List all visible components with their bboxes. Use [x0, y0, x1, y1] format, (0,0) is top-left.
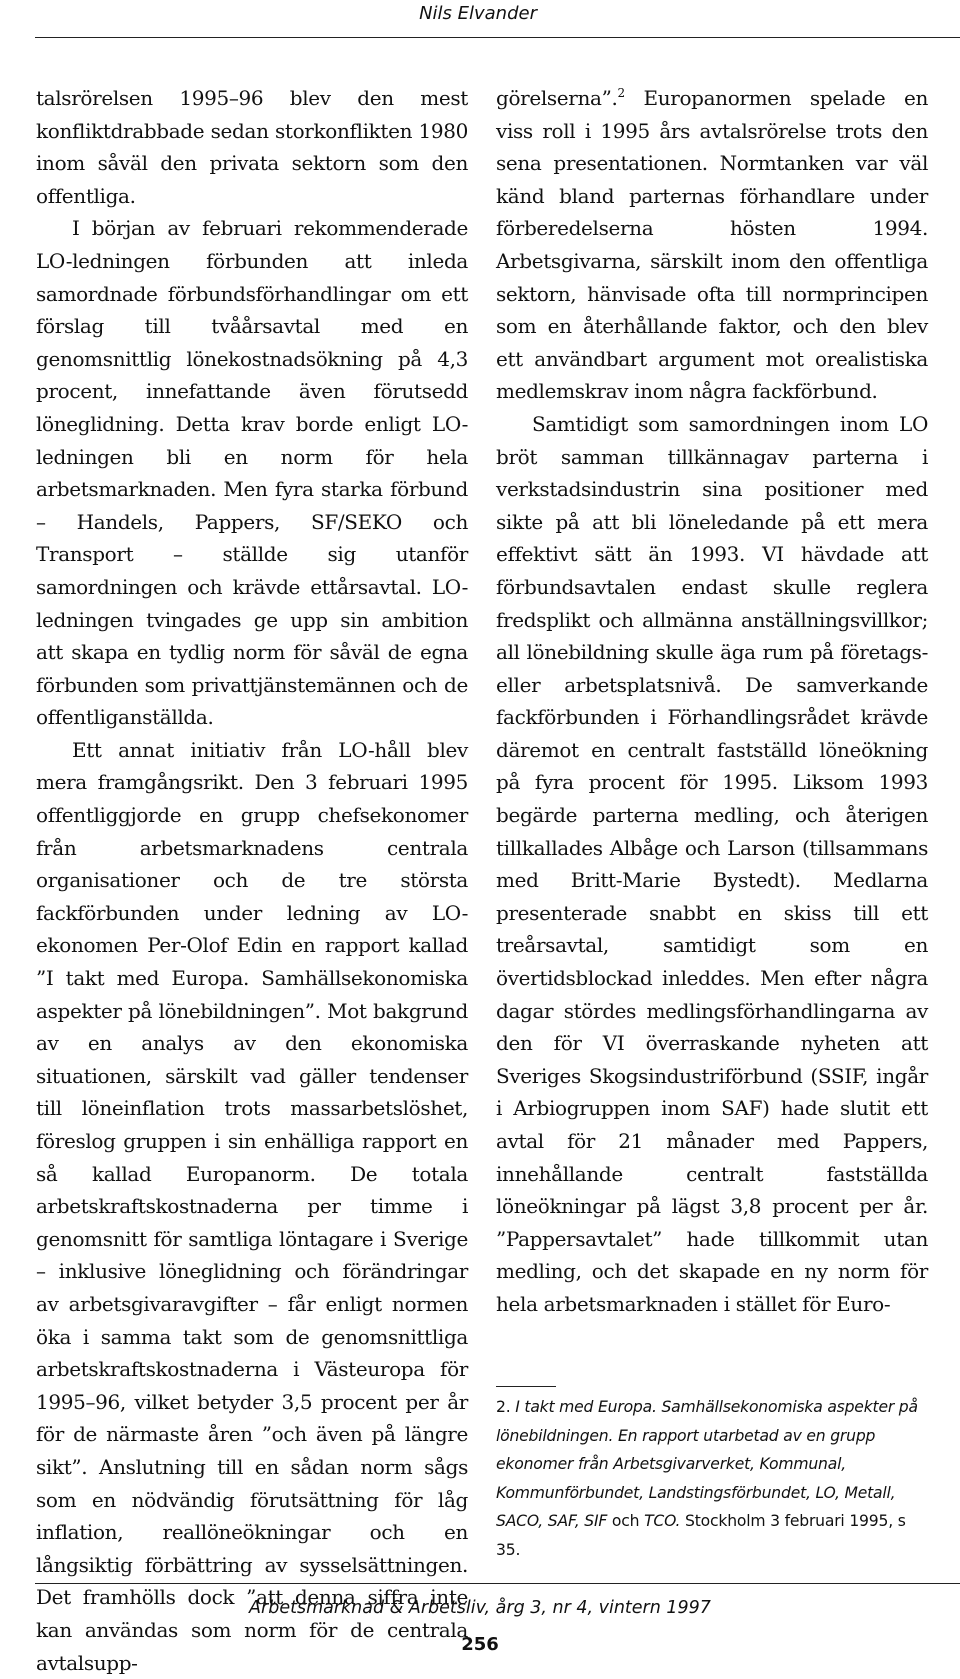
footnote [496, 1393, 932, 1564]
left-paragraph-1: talsrörelsen 1995–96 blev den mest konfliktdrabbade sedan storkonflikten 1980 inom såväl den privata sektorn som den offentliga. [36, 86, 468, 208]
header-rule [35, 37, 960, 38]
footnote-rule [496, 1386, 556, 1387]
left-column [36, 82, 468, 1679]
left-paragraph-2: I början av februari rekommenderade LO-ledningen förbunden att inleda samordnade förbundsförhandlingar om ett förslag till tvåårsavtal med en genomsnittlig lönekostnadsökning på 4,3 procent, innefattande även förutsedd löneglidning. Detta krav borde enligt LO-ledningen bli en norm för hela arbetsmarknaden. Men fyra starka förbund – Handels, Pappers, SF/SEKO och Transport – ställde sig utanför samordningen och krävde ettårsavtal. LO-ledningen tvingades ge upp sin ambition att skapa en tydlig norm för såväl de egna förbunden som privattjänstemännen och de offentliganställda. [36, 216, 468, 730]
left-paragraph-3: Ett annat initiativ från LO-håll blev mera framgångsrikt. Den 3 februari 1995 offentliggjorde en grupp chefsekonomer från arbetsmarknadens centrala organisationer och de tre största fackförbunden under ledning av LO-ekonomen Per-Olof Edin en rapport kallad ”I takt med Europa. Samhällsekonomiska aspekter på lönebildningen”. Mot bakgrund av en analys av den ekonomiska situationen, särskilt vad gäller tendenser till löneinflation trots massarbetslöshet, föreslog gruppen i sin enhälliga rapport en så kallad Europanorm. De totala arbetskraftskostnaderna per timme i genomsnitt för samtliga löntagare i Sverige – inklusive löneglidning och förändringar av arbetsgivaravgifter – får enligt normen öka i samma takt som de genomsnittliga arbetskraftskostnaderna i Västeuropa för 1995–96, vilket betyder 3,5 procent per år för de närmaste åren ”och även på längre sikt”. Anslutning till en sådan norm sågs som en nödvändig förutsättning för låg inflation, reallöneökningar och en långsiktig förbättring av sysselsättningen. Det framhölls dock ”att denna siffra inte kan användas som norm för de centrala avtalsupp- [36, 737, 468, 1675]
footnote-title-end: TCO. [644, 1512, 681, 1530]
right-paragraph-1-rest: Europanormen spelade en viss roll i 1995 års avtalsrörelse trots den sena presentationen. Normtanken var väl känd bland parternas förhandlare under förberedelserna hösten 1994. Arbetsgivarna, särskilt inom den offentliga sektorn, hänvisade ofta till normprincipen som en återhållande faktor, och den blev ett användbart argument mot orealistiska medlemskrav inom några fackförbund. [496, 86, 928, 404]
footnote-connector: och [611, 1512, 640, 1530]
running-header [0, 0, 960, 32]
header-author: Nils Elvander [419, 3, 537, 24]
footnote-number: 2. [496, 1398, 511, 1416]
journal-footer: Arbetsmarknad & Arbetsliv, årg 3, nr 4, vintern 1997 [249, 1598, 711, 1618]
right-paragraph-1 [496, 82, 928, 408]
right-paragraph-1-start: görelserna”. [496, 86, 618, 110]
footnote-source: Stockholm 3 februari 1995, s 35. [496, 1512, 906, 1559]
footnote-reference: 2 [617, 86, 625, 100]
footer-rule [35, 1583, 960, 1584]
footnote-title: I takt med Europa. Samhällsekonomiska aspekter på lönebildningen. En rapport utarbetad av en grupp ekonomer från Arbetsgivarverket, Kommunal, Kommunförbundet, Landstingsförbundet, LO, Metall, SACO, SAF, SIF [496, 1398, 918, 1530]
right-paragraph-2: Samtidigt som samordningen inom LO bröt samman tillkännagav parterna i verkstadsindustrin sina positioner med sikte på att bli löneledande på ett mera effektivt sätt än 1993. VI hävdade att förbundsavtalen endast skulle reglera fredsplikt och allmänna anställningsvillkor; all lönebildning skulle äga rum på företags- eller arbetsplatsnivå. De samverkande fackförbunden i Förhandlingsrådet krävde däremot en centralt fastställd löneökning på fyra procent för 1995. Liksom 1993 begärde parterna medling, och återigen tillkallades Albåge och Larson (tillsammans med Britt-Marie Bystedt). Medlarna presenterade snabbt en skiss till ett treårsavtal, samtidigt som en övertidsblockad inleddes. Men efter några dagar stördes medlingsförhandlingarna av den för VI överraskande nyheten att Sveriges Skogsindustriförbund (SSIF, ingår i Arbiogruppen inom SAF) hade slutit ett avtal för 21 månader med Pappers, innehållande centralt fastställda löneökningar på lägst 3,8 procent per år. ”Pappersavtalet” hade tillkommit utan medling, och det skapade en ny norm för hela arbetsmarknaden i stället för Euro- [496, 411, 928, 1316]
page-number: 256 [461, 1634, 499, 1655]
right-column [496, 82, 928, 1321]
